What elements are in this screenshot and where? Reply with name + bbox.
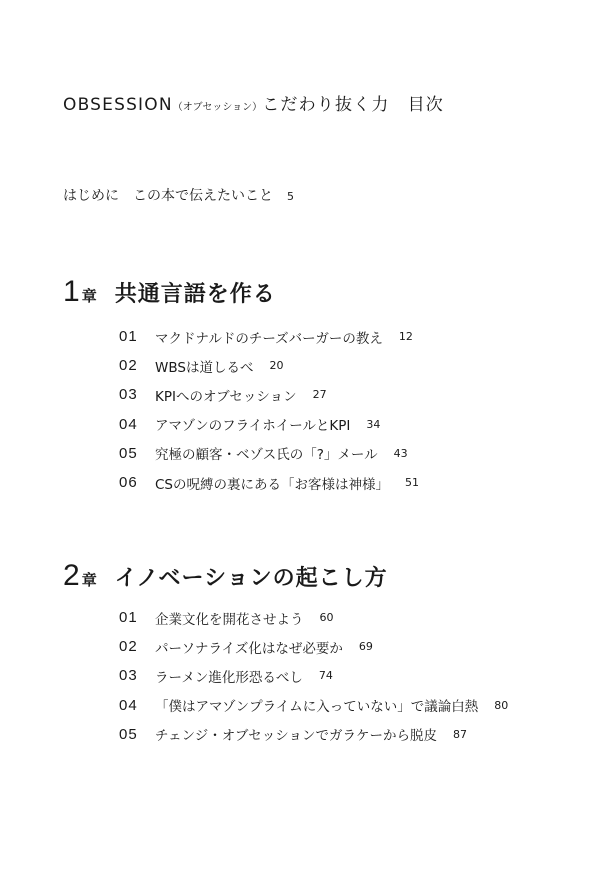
item-number: 01 — [119, 609, 138, 627]
chapter-number: 1 — [63, 275, 80, 308]
toc-item[interactable] — [119, 661, 508, 690]
toc-item[interactable] — [119, 632, 508, 661]
item-number: 06 — [119, 474, 138, 492]
item-page: 51 — [405, 476, 419, 490]
intro-page-number: 5 — [287, 190, 294, 203]
item-title: アマゾンのフライホイールとKPI — [155, 418, 351, 435]
toc-item[interactable] — [119, 720, 508, 749]
item-number: 05 — [119, 725, 138, 743]
item-title: ラーメン進化形恐るべし — [155, 669, 303, 686]
item-title: KPIへのオブセッション — [155, 388, 297, 405]
item-number: 02 — [119, 638, 138, 656]
intro-label: はじめに — [63, 188, 119, 204]
item-page: 74 — [318, 669, 333, 683]
item-number: 04 — [119, 696, 138, 714]
intro-entry[interactable] — [63, 185, 294, 205]
item-title: CSの呪縛の裏にある「お客様は神様」 — [155, 476, 389, 493]
toc-item[interactable] — [119, 380, 419, 409]
item-title: 「僕はアマゾンプライムに入っていない」で議論白熱 — [155, 699, 479, 716]
item-number: 03 — [119, 386, 138, 404]
toc-title — [63, 90, 444, 115]
chapter-2-items — [119, 603, 508, 749]
item-page: 80 — [494, 698, 509, 712]
title-main: OBSESSION — [63, 95, 173, 115]
item-page: 12 — [398, 330, 413, 344]
chapter-number: 2 — [63, 559, 80, 592]
toc-item[interactable] — [119, 603, 508, 632]
chapter-1-heading[interactable] — [63, 277, 276, 308]
item-title: WBSは道しるべ — [155, 359, 254, 376]
item-title: チェンジ・オブセッションでガラケーから脱皮 — [155, 728, 437, 745]
item-page: 69 — [358, 640, 373, 654]
item-page: 60 — [319, 611, 334, 625]
item-number: 05 — [119, 444, 138, 462]
toc-item[interactable] — [119, 691, 508, 720]
item-page: 20 — [269, 359, 284, 373]
toc-item[interactable] — [119, 322, 419, 351]
chapter-title: イノベーションの起こし方 — [114, 566, 388, 591]
chapter-suffix: 章 — [81, 571, 97, 589]
item-title: マクドナルドのチーズバーガーの教え — [155, 330, 383, 347]
toc-item[interactable] — [119, 410, 419, 439]
item-number: 02 — [119, 357, 138, 375]
item-number: 03 — [119, 667, 138, 685]
item-number: 04 — [119, 415, 138, 433]
chapter-suffix: 章 — [81, 287, 97, 305]
title-ruby: （オブセッション） — [172, 102, 263, 113]
toc-item[interactable] — [119, 351, 419, 380]
item-page: 43 — [393, 446, 408, 460]
item-number: 01 — [119, 328, 138, 346]
chapter-2-heading[interactable] — [63, 561, 388, 592]
item-page: 87 — [452, 727, 467, 741]
chapter-title: 共通言語を作る — [114, 282, 276, 307]
title-rest: こだわり抜く力 — [262, 95, 390, 115]
intro-title: この本で伝えたいこと — [133, 188, 273, 204]
toc-item[interactable] — [119, 439, 419, 468]
item-page: 27 — [312, 388, 327, 402]
toc-item[interactable] — [119, 468, 419, 497]
chapter-1-items — [119, 322, 419, 497]
item-page: 34 — [366, 417, 381, 431]
item-title: パーソナライズ化はなぜ必要か — [155, 640, 343, 657]
title-toc: 目次 — [407, 95, 444, 115]
item-title: 企業文化を開花させよう — [155, 611, 304, 628]
item-title: 究極の顧客・ベゾス氏の「?」メール — [155, 447, 378, 464]
